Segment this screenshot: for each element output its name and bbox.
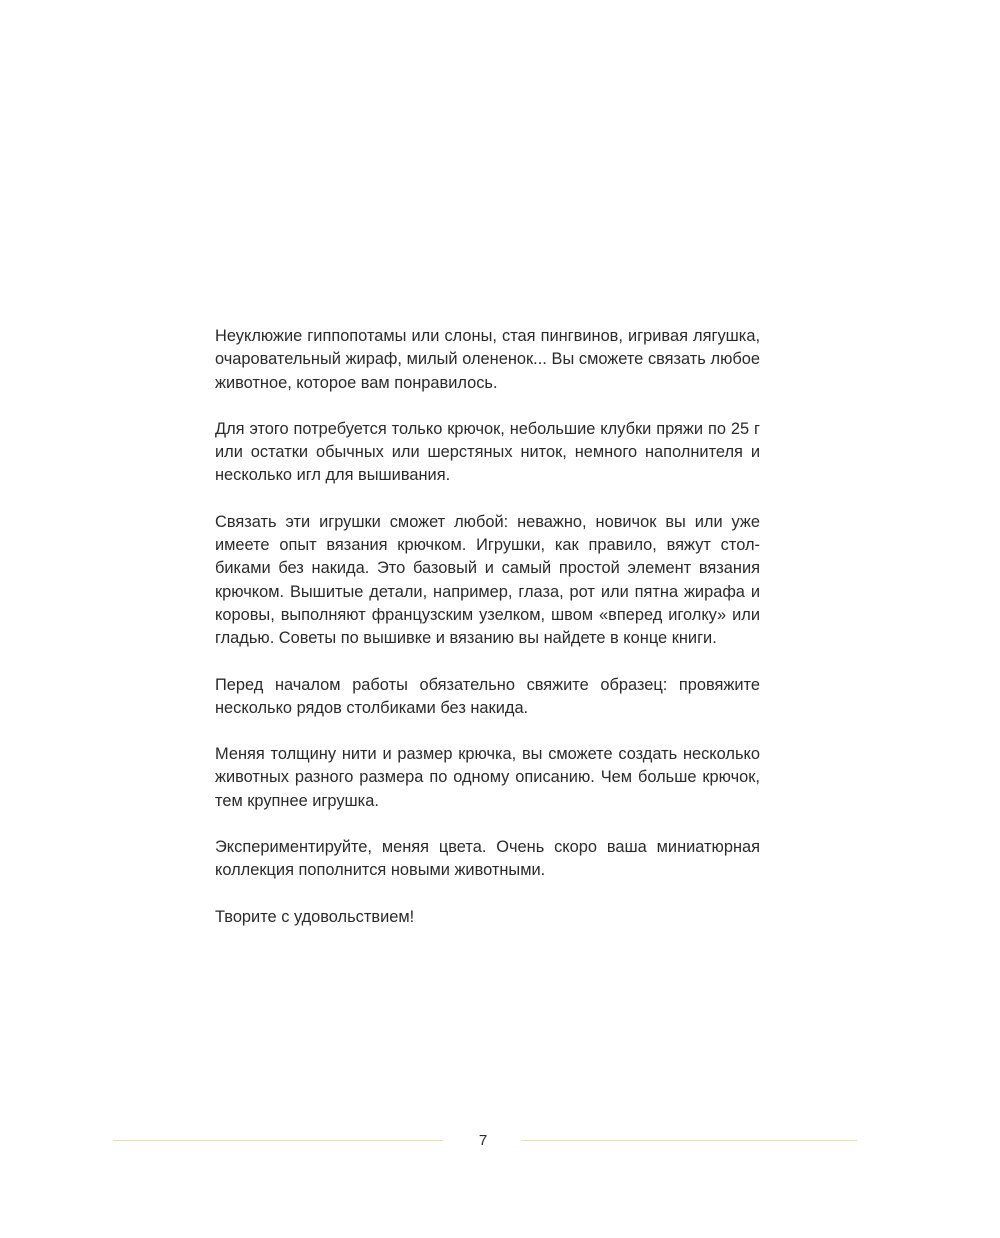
- page-number: 7: [478, 1132, 488, 1149]
- page-footer: [0, 1128, 1000, 1154]
- paragraph-size-variation: Меняя толщину нити и размер крючка, вы сможете создать несколько животных разного размера по одному описанию. Чем больше крючок, тем крупнее игрушка.: [215, 745, 760, 810]
- paragraph-materials: Для этого потребуется только крючок, небольшие клубки пряжи по 25 г или остатки обычных или шерстяных ниток, немного наполнителя и несколько игл для вышивания.: [215, 419, 760, 485]
- paragraph-gauge-swatch: Перед началом работы обязательно свяжите образец: провяжите несколько рядов столбиками без накида.: [215, 675, 760, 717]
- footer-rule-left: [113, 1140, 443, 1141]
- body-text: [215, 325, 760, 929]
- paragraph-closing: Творите с удовольствием!: [215, 907, 415, 926]
- paragraph-skill-level: Связать эти игрушки сможет любой: неважно, новичок вы или уже имеете опыт вязания крючком. Игрушки, как правило, вяжут столбиками без накида. Это базовый и самый простой элемент вязания крючком. Вышитые детали, например, глаза, рот или пятна жирафа и коровы, выполняют французским узелком, швом «вперед иголку» или гладью. Советы по вышивке и вязанию вы найдете в конце книги.: [215, 512, 760, 648]
- footer-rule-right: [521, 1140, 857, 1141]
- paragraph-colors: Экспериментируйте, меняя цвета. Очень скоро ваша миниатюрная коллекция пополнится новыми животными.: [215, 838, 760, 880]
- paragraph-intro: Неуклюжие гиппопотамы или слоны, стая пингвинов, игривая лягушка, очаровательный жираф, милый олененок... Вы сможете связать любое животное, которое вам понравилось.: [215, 327, 760, 392]
